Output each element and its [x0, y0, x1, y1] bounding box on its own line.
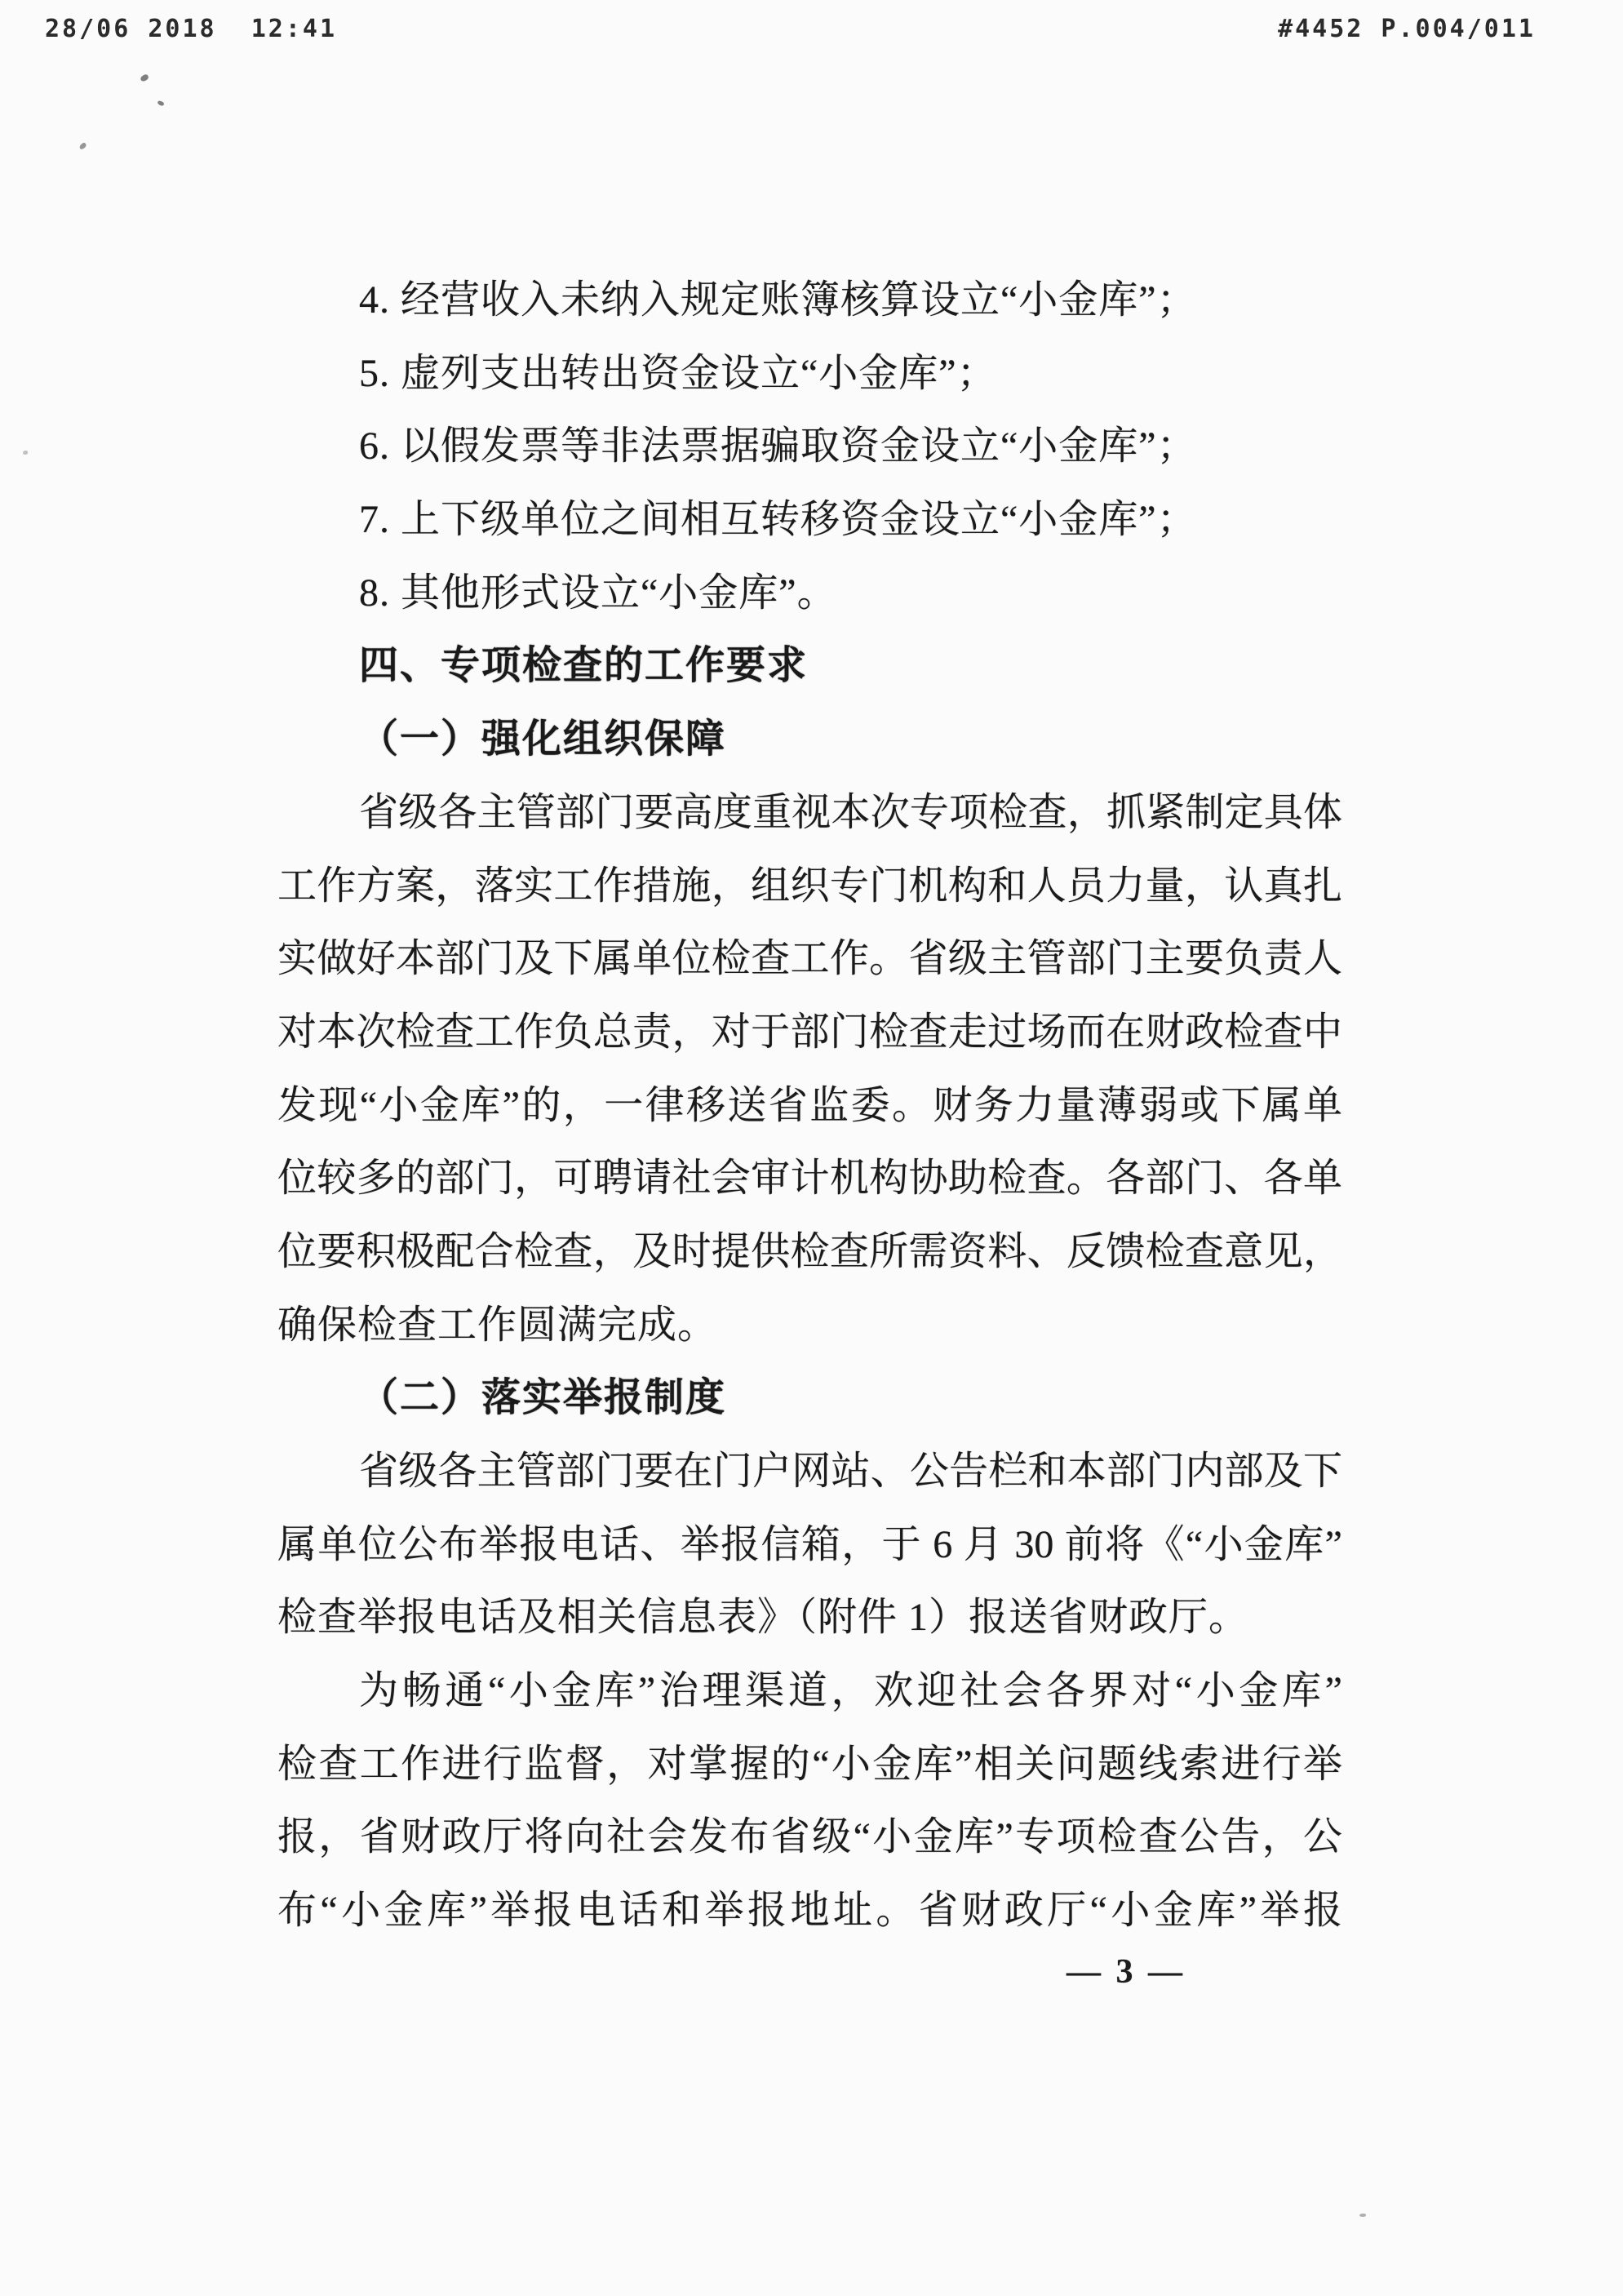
document-line: 工作方案，落实工作措施，组织专门机构和人员力量，认真扎 — [277, 864, 1342, 908]
document-line: 位要积极配合检查，及时提供检查所需资料、反馈检查意见， — [277, 1229, 1342, 1273]
section-heading: （一）强化组织保障 — [359, 717, 727, 762]
document-line: 检查工作进行监督，对掌握的“小金库”相关问题线索进行举 — [277, 1742, 1342, 1786]
section-heading: 四、专项检查的工作要求 — [359, 644, 809, 688]
document-line: 发现“小金库”的，一律移送省监委。财务力量薄弱或下属单 — [277, 1083, 1342, 1127]
document-line: 确保检查工作圆满完成。 — [277, 1303, 718, 1347]
scan-speckle — [157, 100, 164, 106]
scan-speckle — [78, 142, 87, 150]
document-line: 7. 上下级单位之间相互转移资金设立“小金库”； — [359, 498, 1197, 542]
document-line: 位较多的部门，可聘请社会审计机构协助检查。各部门、各单 — [277, 1157, 1342, 1201]
document-line: 6. 以假发票等非法票据骗取资金设立“小金库”； — [359, 424, 1197, 469]
fax-timestamp: 28/06 2018 12:41 — [45, 15, 338, 43]
document-line: 属单位公布举报电话、举报信箱，于 6 月 30 前将《“小金库” — [277, 1522, 1342, 1566]
document-line: 4. 经营收入未纳入规定账簿核算设立“小金库”； — [359, 278, 1197, 322]
document-line: 报，省财政厅将向社会发布省级“小金库”专项检查公告，公 — [277, 1815, 1342, 1859]
document-line: 8. 其他形式设立“小金库”。 — [359, 571, 837, 615]
document-body — [277, 264, 1342, 1947]
document-line: 布“小金库”举报电话和举报地址。省财政厅“小金库”举报 — [277, 1889, 1342, 1933]
document-line: 5. 虚列支出转出资金设立“小金库”； — [359, 351, 997, 395]
document-line: 检查举报电话及相关信息表》（附件 1）报送省财政厅。 — [277, 1596, 1249, 1640]
section-heading: （二）落实举报制度 — [359, 1376, 727, 1420]
document-line: 省级各主管部门要高度重视本次专项检查，抓紧制定具体 — [359, 790, 1342, 834]
fax-header — [0, 15, 1623, 51]
page-number: — 3 — — [1066, 1953, 1186, 1991]
fax-page-info: #4452 P.004/011 — [1278, 15, 1536, 43]
document-line: 为畅通“小金库”治理渠道，欢迎社会各界对“小金库” — [359, 1669, 1342, 1713]
scan-speckle — [23, 451, 28, 455]
document-line: 对本次检查工作负总责，对于部门检查走过场而在财政检查中 — [277, 1010, 1342, 1054]
scan-speckle — [1359, 2214, 1366, 2217]
scan-speckle — [140, 73, 149, 82]
document-line: 省级各主管部门要在门户网站、公告栏和本部门内部及下 — [359, 1450, 1342, 1493]
document-line: 实做好本部门及下属单位检查工作。省级主管部门主要负责人 — [277, 937, 1342, 981]
